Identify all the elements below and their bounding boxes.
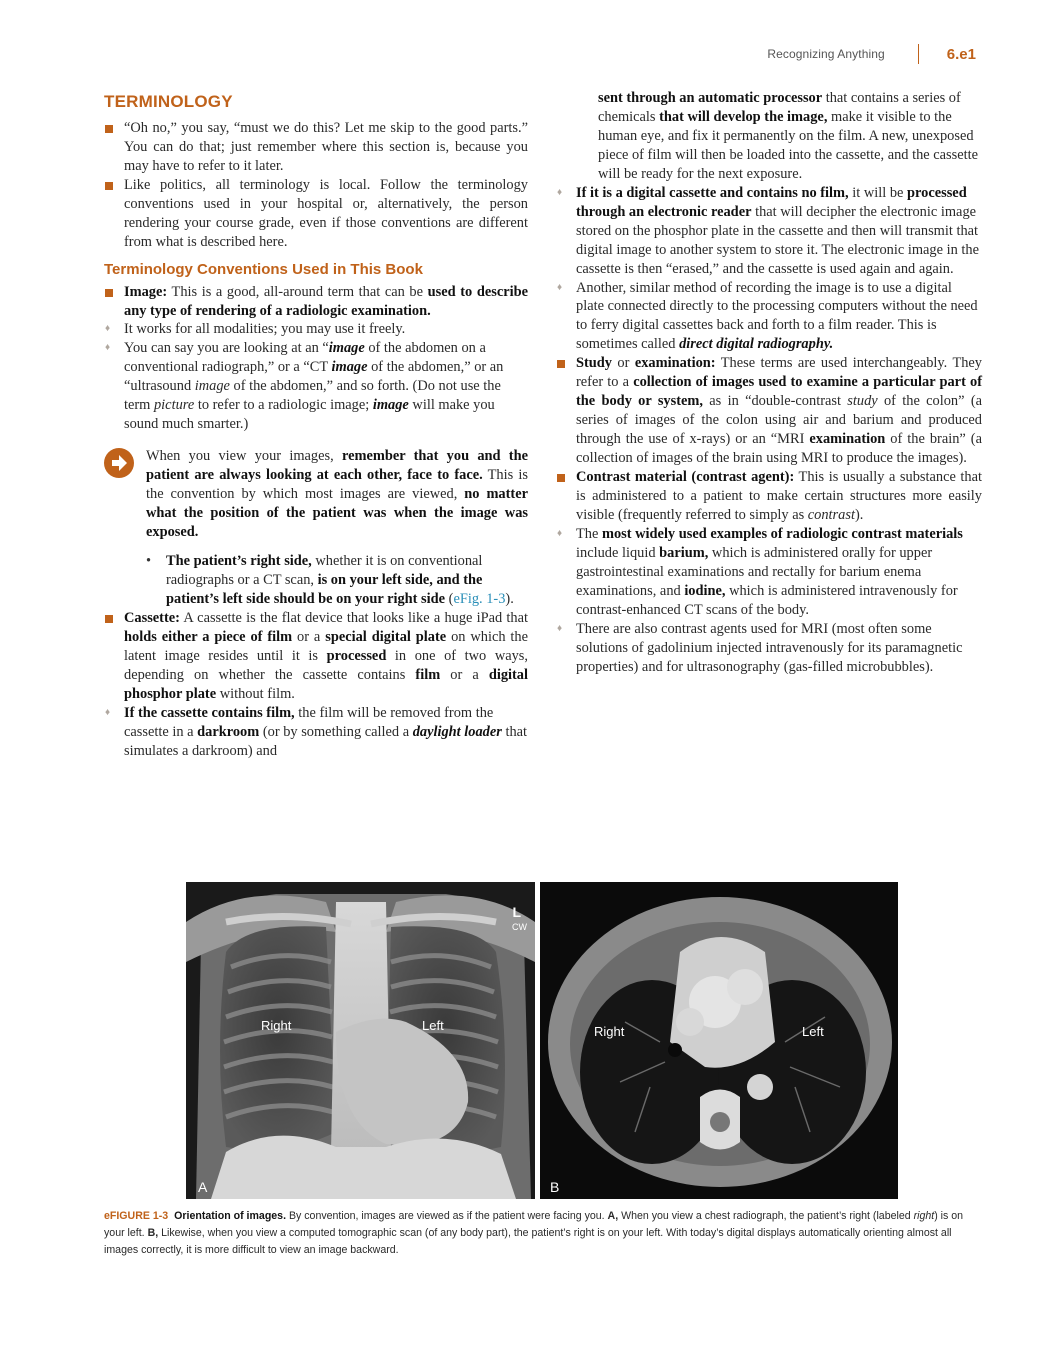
term-italic: study	[847, 393, 878, 410]
image-term-emphasis: used to describe any type of rendering of a radiologic examination.	[124, 283, 528, 319]
text: When you view your images,	[146, 448, 342, 465]
text: These terms are used interchangeably. They refer to a	[576, 355, 983, 391]
text: or a	[292, 628, 326, 645]
caption-text: When you view a chest radiograph, the patient’s right (labeled	[618, 1210, 914, 1222]
emphasis: examination:	[634, 355, 716, 372]
contrast-bullet	[556, 468, 982, 525]
caption-title: Orientation of images.	[174, 1210, 287, 1222]
text: or	[612, 355, 635, 372]
term-italic: image	[194, 378, 230, 395]
image-sub-bullet-2	[104, 339, 528, 434]
text: without film.	[216, 685, 295, 702]
emphasis: sent through an automatic processor	[598, 90, 823, 106]
text: or a	[440, 666, 489, 683]
text: to refer to a radiologic image;	[194, 397, 373, 414]
emphasis: If the cassette contains film,	[124, 704, 295, 721]
emphasis: processed through an electronic reader	[576, 184, 967, 220]
text: it will be	[848, 184, 907, 201]
right-label: Right	[594, 1024, 625, 1039]
emphasis: iodine,	[684, 582, 726, 599]
text: This is usually a substance that is administered to a patient to make certain structures more easily visible (frequently referred to simply as	[576, 469, 982, 523]
text: as in “double-contrast	[702, 393, 848, 410]
term-italic: picture	[153, 397, 195, 414]
caption-text: Likewise, when you view a computed tomographic scan (of any body part), the patient’s right is on your left. With today’s digital displays automatically orienting almost all images correctly, it is more difficult to view an image backward.	[104, 1227, 952, 1256]
figure-efig-1-3	[186, 882, 898, 1199]
caption-text: ) is on your left.	[104, 1210, 964, 1239]
text: Another, similar method of recording the image is to use a digital plate connected directly to the processing computers without the need to ferry digital cassettes back and forth to a film reader. This is sometimes called	[576, 279, 978, 353]
panel-letter-b: B	[550, 1179, 560, 1195]
text: ).	[505, 590, 514, 607]
text: The	[576, 525, 602, 542]
emphasis: Contrast material (contrast agent):	[576, 469, 795, 486]
study-bullet	[556, 354, 982, 468]
side-marker-sub: CW	[512, 922, 527, 932]
caption-label: eFIGURE 1-3	[104, 1210, 169, 1222]
text: the film will be removed from the cassette in a	[124, 704, 494, 740]
text: (or by something called a	[259, 723, 413, 740]
image-term: Image:	[124, 283, 168, 300]
term-italic: image	[372, 397, 409, 414]
emphasis: The patient’s right side,	[166, 552, 312, 569]
cassette-bullet	[104, 609, 528, 704]
emphasis: film	[415, 666, 441, 683]
section-heading: TERMINOLOGY	[104, 92, 233, 111]
panel-letter-a: A	[198, 1179, 208, 1195]
image-sub-bullet-1: ♦ It works for all modalities; you may use it freely.	[104, 320, 528, 339]
figure-caption	[104, 1208, 984, 1259]
digital-sub-bullet	[556, 184, 982, 279]
arrow-right-icon	[104, 448, 134, 478]
text: You can say you are looking at an “	[124, 340, 329, 357]
page-number: 6.e1	[946, 45, 976, 63]
emphasis: examination	[809, 431, 886, 448]
text: of the abdomen,” or an “ultrasound	[124, 359, 504, 395]
side-marker: L	[512, 904, 521, 920]
image-term-bullet	[104, 283, 528, 321]
figure-reference-link[interactable]: eFig. 1-3	[453, 590, 506, 607]
text: that contains a series of chemicals	[598, 90, 961, 125]
text: which is administered intravenously for contrast-enhanced CT scans of the body.	[576, 582, 958, 618]
text: of the colon” (a series of images of the colon using air and barium and produced through the use of x-rays) or an “MRI	[576, 393, 982, 448]
text: make it visible to the human eye, and fix it permanently on the film. A new, unexposed piece of film will then be loaded into the cassette, and the cassette will be ready for the next exposure.	[598, 108, 979, 182]
emphasis: special digital plate	[325, 628, 447, 645]
text: of the brain” (a collection of images of the brain using MRI to produce the images).	[576, 431, 982, 467]
contrast-examples-sub-bullet	[556, 525, 982, 620]
section-title: Recognizing Anything	[767, 47, 885, 61]
caption-panel-a: A,	[607, 1210, 619, 1222]
emphasis: is on your left side, and the patient’s left side should be on your right side	[166, 571, 483, 607]
film-continuation	[598, 89, 982, 184]
emphasis: no matter what the position of the patient was when the image was exposed.	[146, 486, 528, 541]
tip-box	[104, 447, 528, 609]
emphasis: remember that you and the patient are always looking at each other, face to face.	[146, 448, 528, 484]
emphasis: holds either a piece of film	[124, 628, 293, 645]
text: that will decipher the electronic image stored on the phosphor plate in the cassette and then will transmit that digital image to another system to store it. The electronic image in the cassette is then “erased,” and the cassette is used again and again.	[576, 203, 979, 277]
film-sub-bullet	[104, 704, 528, 761]
term-italic: contrast	[807, 506, 855, 523]
right-column	[556, 89, 982, 677]
text: (	[445, 590, 454, 607]
emphasis: If it is a digital cassette and contains no film,	[576, 184, 849, 201]
emphasis: barium,	[659, 544, 709, 561]
intro-bullet-1: “Oh no,” you say, “must we do this? Let me skip to the good parts.” You can do that; just remember where this section is, because you may have to refer to it later.	[104, 119, 528, 176]
left-label: Left	[802, 1024, 824, 1039]
subheading: Terminology Conventions Used in This Book	[104, 260, 423, 278]
emphasis: Study	[576, 355, 612, 372]
text: that simulates a darkroom) and	[124, 723, 528, 759]
caption-italic: right	[913, 1210, 935, 1222]
text: of the abdomen on a conventional radiograph,” or a “CT	[124, 340, 486, 376]
text: whether it is on conventional radiographs or a CT scan,	[166, 552, 483, 588]
caption-panel-b: B,	[147, 1227, 159, 1239]
cassette-term: Cassette:	[124, 609, 180, 626]
header-divider	[918, 44, 919, 64]
mri-contrast-sub-bullet: ♦ There are also contrast agents used for MRI (most often some solutions of gadolinium injected intravenously for its paramagnetic properties) and for ultrasonography (gas-filled microbubbles).	[556, 620, 982, 677]
term-italic: daylight loader	[412, 723, 502, 740]
text: This is the convention by which most images are viewed,	[146, 467, 528, 503]
emphasis: digital phosphor plate	[124, 666, 528, 702]
term-italic: image	[331, 359, 368, 376]
text: of the abdomen,” and so forth. (Do not use the term	[124, 378, 501, 414]
text: which is administered orally for upper gastrointestinal examinations and rectally for barium enema examinations, and	[576, 544, 933, 599]
emphasis: most widely used examples of radiologic contrast materials	[601, 525, 963, 542]
left-label: Left	[422, 1018, 444, 1033]
tip-bullet	[146, 552, 528, 609]
emphasis: collection of images used to examine a particular part of the body or system,	[576, 374, 983, 410]
running-header	[767, 44, 976, 64]
right-label: Right	[261, 1018, 292, 1033]
term-italic: direct digital radiography.	[679, 336, 834, 353]
text: on which the latent image resides until it is	[124, 628, 529, 664]
text: include liquid	[576, 544, 660, 561]
term-italic: image	[328, 340, 365, 357]
caption-text: By convention, images are viewed as if the patient were facing you.	[286, 1210, 608, 1222]
direct-digital-sub-bullet	[556, 279, 982, 355]
emphasis: that will develop the image,	[659, 108, 828, 125]
left-column	[104, 93, 528, 760]
tip-text	[146, 447, 528, 542]
emphasis: darkroom	[197, 723, 260, 740]
text: will make you sound much smarter.)	[124, 397, 495, 433]
emphasis: processed	[326, 647, 387, 664]
text: in one of two ways, depending on whether the cassette contains	[124, 647, 528, 683]
text: ).	[854, 506, 864, 523]
image-term-text: This is a good, all-around term that can be	[167, 283, 428, 300]
intro-bullet-2: Like politics, all terminology is local. Follow the terminology conventions used in your hospital or, alternatively, the person rendering your course grade, even if those conventions are different from what is described here.	[104, 176, 528, 252]
ct-scan-image	[540, 882, 898, 1199]
chest-radiograph-image	[186, 882, 535, 1199]
text: A cassette is the flat device that looks like a huge iPad that	[179, 609, 528, 626]
